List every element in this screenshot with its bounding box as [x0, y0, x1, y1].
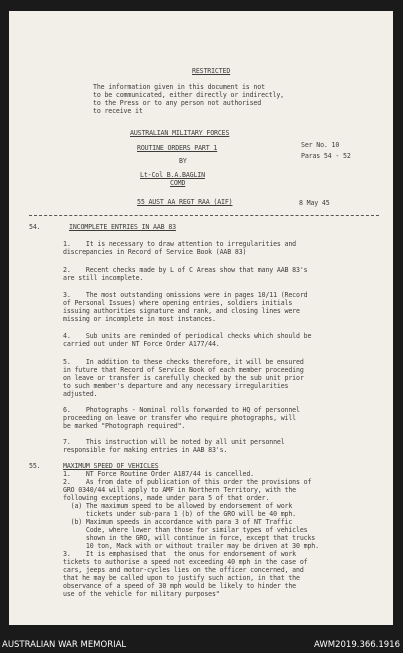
orders-title: ROUTINE ORDERS PART 1	[137, 144, 218, 152]
para-55-line-5: (a) The maximum speed to be allowed by endorsement of work	[63, 502, 293, 510]
document-page	[9, 11, 393, 625]
para-55-line-13: cars, jeeps and motor-cycles lies on the officer concerned, and	[63, 566, 304, 574]
para-55-line-2: 2. As from date of publication of this order the provisions of	[63, 478, 312, 486]
para-55-line-14: that he may be called upon to justify such action, in that the	[63, 574, 300, 582]
section-number-54: 54.	[29, 223, 41, 231]
archive-footer	[0, 636, 403, 653]
para-54-5-line-3: on leave or transfer is carefully checked by the sub unit prior	[63, 374, 304, 382]
para-54-3-line-2: of Personal Issues) where opening entries, soldiers initials	[63, 299, 293, 307]
section-heading-55: MAXIMUM SPEED OF VEHICLES	[63, 462, 159, 470]
serial-number: Ser No. 10	[301, 141, 340, 149]
para-54-1-line-2: discrepancies in Record of Service Book (AAB 83)	[63, 248, 247, 256]
commander-role: COMD	[170, 179, 186, 187]
para-54-2-line-1: 2. Recent checks made by L of C Areas show that many AAB 83's	[63, 266, 308, 274]
restriction-notice-line-2: to be communicated, either directly or indirectly,	[93, 91, 284, 99]
section-heading-54: INCOMPLETE ENTRIES IN AAB 83	[69, 223, 176, 231]
restriction-notice-line-4: to receive it	[93, 107, 143, 115]
restriction-notice-line-1: The information given in this document is not	[93, 83, 265, 91]
para-55-line-9: shown in the GRO, will continue in force, except that trucks	[63, 534, 316, 542]
para-55-line-4: following exceptions, made under para 5 of that order.	[63, 494, 270, 502]
para-55-line-11: 3. It is emphasised that the onus for endorsement of work	[63, 550, 297, 558]
by-line: BY	[179, 157, 187, 165]
para-54-3-line-1: 3. The most outstanding omissions were in pages 10/11 (Record	[63, 291, 308, 299]
para-54-6-line-3: be marked "Photograph required".	[63, 422, 186, 430]
para-54-7-line-2: responsible for making entries in AAB 83's.	[63, 446, 228, 454]
accession-number: AWM2019.366.1916	[314, 640, 400, 650]
institution-label: AUSTRALIAN WAR MEMORIAL	[2, 640, 127, 650]
para-54-6-line-2: proceeding on leave or transfer who require photographs, will	[63, 414, 297, 422]
header-rule	[29, 215, 379, 216]
para-54-7-line-1: 7. This instruction will be noted by all unit personnel	[63, 438, 285, 446]
para-54-3-line-3: issuing authorities signature and rank, and closing lines were	[63, 307, 300, 315]
para-55-line-16: use of the vehicle for military purposes"	[63, 590, 220, 598]
para-55-line-12: tickets to authorise a speed not exceeding 40 mph in the case of	[63, 558, 308, 566]
force-heading: AUSTRALIAN MILITARY FORCES	[130, 129, 230, 137]
classification-stamp: RESTRICTED	[192, 67, 231, 75]
para-54-4-line-1: 4. Sub units are reminded of periodical checks which should be	[63, 332, 312, 340]
para-55-line-6: tickets under sub-para 1 (b) of the GRO will be 40 mph.	[63, 510, 297, 518]
para-55-line-1: 1. NT Force Routine Order A187/44 is cancelled.	[63, 470, 254, 478]
commander-name: Lt-Col B.A.BAGLIN	[140, 171, 205, 179]
para-54-5-line-4: to such member's departure and any necessary irregularities	[63, 382, 289, 390]
para-54-1-line-1: 1. It is necessary to draw attention to irregularities and	[63, 240, 297, 248]
order-date: 8 May 45	[299, 199, 330, 207]
restriction-notice-line-3: to the Press or to any person not authorised	[93, 99, 262, 107]
para-55-line-8: Code, where lower than those for similar types of vehicles	[63, 526, 308, 534]
para-54-2-line-2: are still incomplete.	[63, 274, 144, 282]
para-54-5-line-1: 5. In addition to these checks therefore, it will be ensured	[63, 358, 304, 366]
para-54-5-line-2: in future that Record of Service Book of each member proceeding	[63, 366, 304, 374]
para-54-5-line-5: adjusted.	[63, 390, 98, 398]
para-54-6-line-1: 6. Photographs - Nominal rolls forwarded to HQ of personnel	[63, 406, 300, 414]
unit-name: 55 AUST AA REGT RAA (AIF)	[137, 198, 233, 206]
para-55-line-7: (b) Maximum speeds in accordance with para 3 of NT Traffic	[63, 518, 293, 526]
para-55-line-10: 10 ton, Mack with or without trailer may be driven at 30 mph.	[63, 542, 319, 550]
para-55-line-3: GRO 0340/44 will apply to AMF in Northern Territory, with the	[63, 486, 297, 494]
section-number-55: 55.	[29, 462, 41, 470]
para-54-4-line-2: carried out under NT Force Order A177/44.	[63, 340, 220, 348]
para-54-3-line-4: missing or incomplete in most instances.	[63, 315, 216, 323]
para-55-line-15: observance of a speed of 30 mph would be likely to hinder the	[63, 582, 297, 590]
paragraph-range: Paras 54 - 52	[301, 152, 351, 160]
